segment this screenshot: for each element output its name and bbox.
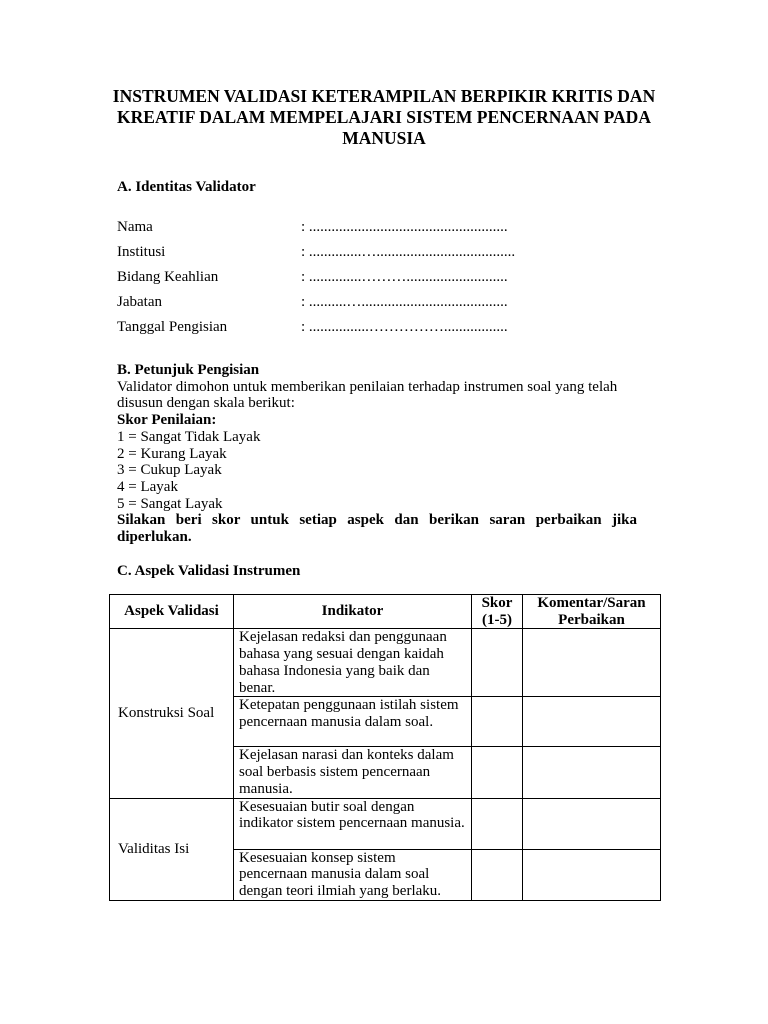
title-line-1: INSTRUMEN VALIDASI KETERAMPILAN BERPIKIR KRITIS DAN — [112, 86, 656, 106]
komentar-input-cell[interactable] — [523, 629, 661, 697]
instruction-intro-line-2: disusun dengan skala berikut: — [117, 395, 295, 412]
identity-label: Nama — [117, 219, 153, 235]
header-komentar-line-1: Komentar/Saran — [537, 595, 646, 611]
identity-label: Bidang Keahlian — [117, 269, 219, 285]
header-skor — [472, 595, 523, 629]
instruction-intro-line-1: Validator dimohon untuk memberikan penilaian terhadap instrumen soal yang telah — [117, 378, 618, 395]
header-komentar — [523, 595, 661, 629]
table-row — [110, 629, 661, 697]
indikator-cell: Kesesuaian konsep sistem pencernaan manusia dalam soal dengan teori ilmiah yang berlaku. — [234, 849, 472, 900]
header-aspek: Aspek Validasi — [110, 595, 234, 629]
identity-row-jabatan — [117, 294, 537, 314]
section-b-heading: B. Petunjuk Pengisian — [117, 362, 260, 378]
indikator-cell: Kejelasan narasi dan konteks dalam soal berbasis sistem pencernaan manusia. — [234, 747, 472, 798]
scale-item: 2 = Kurang Layak — [117, 445, 227, 462]
komentar-input-cell[interactable] — [523, 747, 661, 798]
identity-blank: : ..................................................... — [301, 219, 508, 235]
indikator-cell: Ketepatan penggunaan istilah sistem pencernaan manusia dalam soal. — [234, 697, 472, 747]
identity-row-nama — [117, 219, 537, 239]
header-komentar-line-2: Perbaikan — [558, 611, 625, 628]
table-header-row — [110, 595, 661, 629]
komentar-input-cell[interactable] — [523, 697, 661, 747]
scale-item: 5 = Sangat Layak — [117, 495, 223, 512]
skor-input-cell[interactable] — [472, 629, 523, 697]
komentar-input-cell[interactable] — [523, 849, 661, 900]
identity-blank: : ..............…..................................... — [301, 244, 516, 260]
score-heading: Skor Penilaian: — [117, 412, 217, 429]
skor-input-cell[interactable] — [472, 849, 523, 900]
identity-row-institusi — [117, 244, 537, 264]
identity-blank: : ..........…....................................... — [301, 294, 508, 310]
header-skor-line-1: Skor — [481, 595, 513, 611]
scale-item: 4 = Layak — [117, 478, 178, 495]
fill-instruction: Silakan beri skor untuk setiap aspek dan berikan saran perbaikan jika diperlukan. — [117, 512, 637, 546]
aspek-cell: Validitas Isi — [110, 798, 234, 900]
title-line-2: KREATIF DALAM MEMPELAJARI SISTEM PENCERNAAN PADA — [117, 107, 651, 127]
header-skor-line-2: (1-5) — [482, 611, 512, 628]
indikator-cell: Kejelasan redaksi dan penggunaan bahasa yang sesuai dengan kaidah bahasa Indonesia yang baik dan benar. — [234, 629, 472, 697]
aspek-cell: Konstruksi Soal — [110, 629, 234, 798]
title-line-3: MANUSIA — [342, 128, 426, 148]
table-row — [110, 798, 661, 849]
komentar-input-cell[interactable] — [523, 798, 661, 849]
skor-input-cell[interactable] — [472, 798, 523, 849]
identity-row-tanggal-pengisian — [117, 319, 537, 339]
identity-blank: : ................……………................. — [301, 319, 508, 335]
section-a-heading: A. Identitas Validator — [117, 179, 256, 195]
scale-item: 1 = Sangat Tidak Layak — [117, 428, 261, 445]
section-b — [117, 362, 637, 546]
identity-label: Jabatan — [117, 294, 162, 310]
section-c-heading: C. Aspek Validasi Instrumen — [117, 563, 301, 579]
skor-input-cell[interactable] — [472, 697, 523, 747]
indikator-cell: Kesesuaian butir soal dengan indikator sistem pencernaan manusia. — [234, 798, 472, 849]
scale-item: 3 = Cukup Layak — [117, 462, 222, 479]
identity-row-bidang-keahlian — [117, 269, 537, 289]
validation-table — [109, 594, 661, 901]
header-indikator: Indikator — [234, 595, 472, 629]
identity-label: Institusi — [117, 244, 166, 260]
document-title — [90, 86, 678, 149]
skor-input-cell[interactable] — [472, 747, 523, 798]
identity-label: Tanggal Pengisian — [117, 319, 228, 335]
identity-blank: : ..............………........................... — [301, 269, 508, 285]
